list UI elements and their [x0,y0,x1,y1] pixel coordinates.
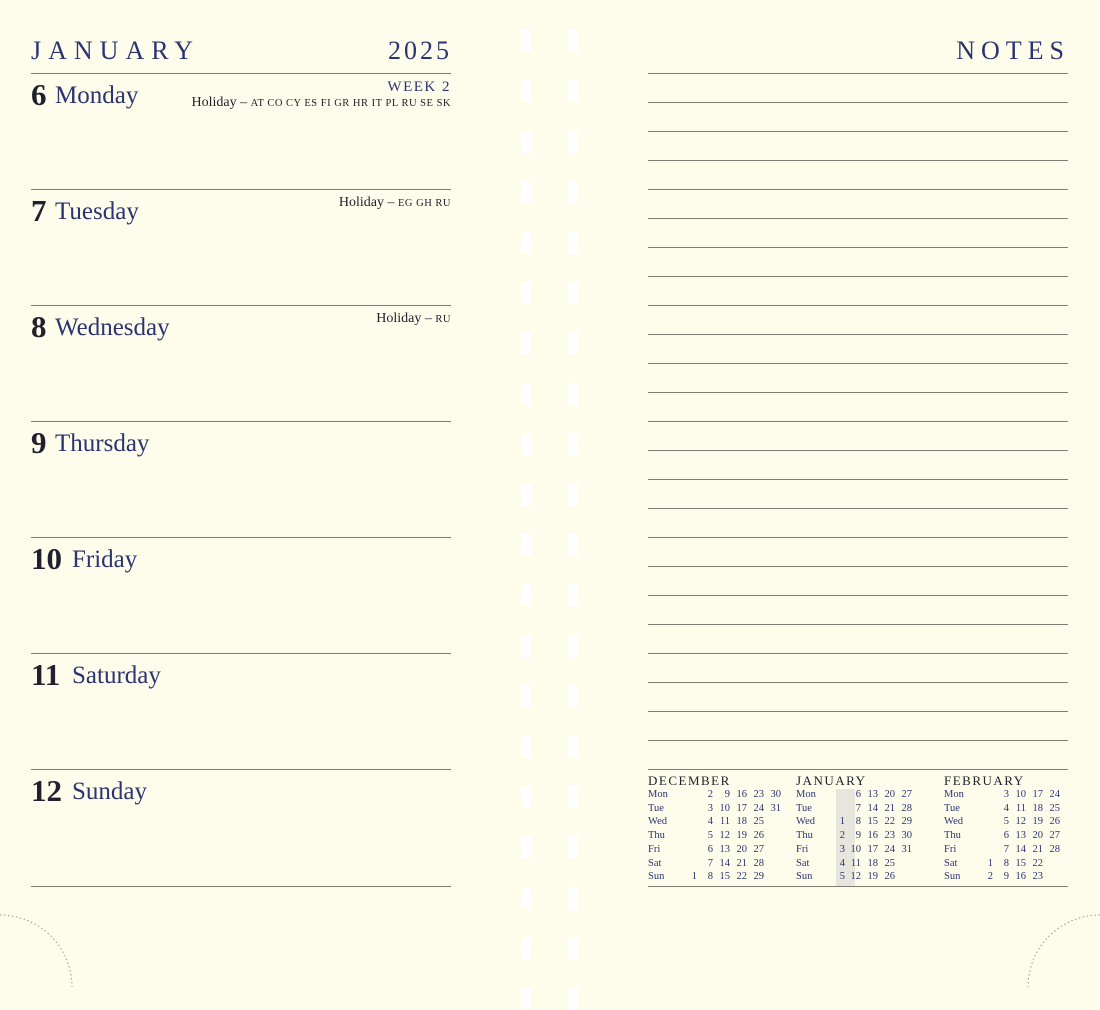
mini-calendar-weekday: Sun [796,871,813,883]
mini-calendar-date: 21 [1032,843,1043,855]
week-label: WEEK 2 [387,79,451,95]
day-number: 8 [31,309,47,344]
perforation-dash [568,232,578,254]
mini-calendar-date: 13 [867,789,878,800]
mini-calendar-date: 7 [1003,843,1009,855]
mini-calendar-date: 28 [753,857,764,869]
mini-calendar-date: 30 [901,830,912,842]
corner-arc-left [0,909,80,989]
mini-calendar-weekday: Thu [648,830,665,842]
note-line[interactable] [648,769,1068,770]
note-line[interactable] [648,595,1068,596]
mini-calendar-weekday: Wed [944,816,963,828]
note-line[interactable] [648,276,1068,277]
day-name: Sunday [72,778,147,805]
day-block-saturday[interactable] [31,653,451,770]
binding-perforation-right [568,0,578,989]
day-block-thursday[interactable] [31,421,451,538]
mini-calendar-date: 23 [884,830,895,842]
day-number: 9 [31,425,47,460]
mini-calendar-date: 20 [884,789,895,800]
day-name: Monday [55,82,139,109]
mini-calendar-date: 18 [736,816,747,828]
perforation-dash [568,332,578,354]
mini-calendar-date: 2 [839,830,845,842]
perforation-dash [568,937,578,959]
mini-calendar-date: 28 [1049,843,1060,855]
perforation-dash [521,685,531,707]
perforation-dash [568,131,578,153]
holiday-note: Holiday – AT CO CY ES FI GR HR IT PL RU SE SK [191,95,451,110]
perforation-dash [521,584,531,606]
day-name: Wednesday [55,314,170,341]
mini-calendar-date: 5 [1003,816,1009,828]
mini-calendar-date: 15 [867,816,878,828]
perforation-dash [568,836,578,858]
mini-calendar-date: 12 [719,830,730,842]
day-block-wednesday[interactable] [31,305,451,422]
mini-calendar-date: 20 [1032,830,1043,842]
note-line[interactable] [648,711,1068,712]
day-number: 11 [31,657,61,692]
holiday-codes: EG GH RU [398,198,451,209]
perforation-dash [521,232,531,254]
mini-calendar-date: 4 [1003,802,1009,814]
mini-calendar-weekday: Mon [944,789,964,800]
day-block-friday[interactable] [31,537,451,654]
holiday-note: Holiday – RU [376,311,451,326]
perforation-dash [568,887,578,909]
mini-calendar-date: 7 [855,802,861,814]
mini-calendar-weekday: Wed [648,816,667,828]
note-line[interactable] [648,653,1068,654]
perforation-dash [521,282,531,304]
note-line[interactable] [648,624,1068,625]
day-name: Tuesday [55,198,139,225]
mini-calendar-weekday: Tue [648,802,664,814]
mini-calendar-date: 6 [855,789,861,800]
year-title: 2025 [388,36,452,65]
mini-calendar-date: 13 [1015,830,1026,842]
holiday-label: Holiday [376,311,422,326]
mini-calendar-date: 8 [707,871,713,883]
perforation-dash [568,282,578,304]
perforation-dash [521,80,531,102]
mini-calendar-date: 27 [901,789,912,800]
mini-calendar-weekday: Fri [796,843,809,855]
mini-calendar-weekday: Fri [944,843,957,855]
day-number: 10 [31,541,62,576]
perforation-dash [568,635,578,657]
mini-calendar-date: 17 [1032,789,1043,800]
mini-calendar-date: 2 [987,871,993,883]
mini-calendar-date: 15 [1015,857,1026,869]
month-title: JANUARY [31,36,200,65]
mini-calendar-date: 4 [707,816,713,828]
perforation-dash [568,484,578,506]
perforation-dash [568,685,578,707]
mini-calendar-date: 5 [707,830,713,842]
perforation-dash [521,635,531,657]
mini-calendar-date: 3 [1003,789,1009,800]
mini-calendar-date: 26 [753,830,764,842]
day-number: 12 [31,773,62,808]
note-line[interactable] [648,73,1068,74]
mini-calendar-date: 16 [867,830,878,842]
mini-calendar-date: 9 [724,789,730,800]
perforation-dash [521,887,531,909]
note-line[interactable] [648,537,1068,538]
note-line[interactable] [648,479,1068,480]
mini-calendar-date: 24 [884,843,895,855]
note-line[interactable] [648,160,1068,161]
note-line[interactable] [648,247,1068,248]
perforation-dash [521,937,531,959]
perforation-dash [521,433,531,455]
mini-calendar-date: 22 [884,816,895,828]
mini-calendar-title: FEBRUARY [944,773,1025,788]
mini-calendar-weekday: Thu [796,830,813,842]
perforation-dash [568,30,578,52]
mini-calendar-weekday: Wed [796,816,815,828]
mini-calendar-date: 15 [719,871,730,883]
mini-calendar-date: 11 [850,857,861,869]
mini-calendar-date: 17 [867,843,878,855]
mini-calendar-date: 19 [867,871,878,883]
note-line[interactable] [648,189,1068,190]
mini-calendar-date: 25 [1049,802,1060,814]
mini-calendar-date: 1 [987,857,993,869]
mini-calendar-date: 8 [855,816,861,828]
mini-calendar-date: 24 [1049,789,1060,800]
note-line[interactable] [648,682,1068,683]
mini-calendar-date: 7 [707,857,713,869]
mini-calendar-date: 23 [1032,871,1043,883]
mini-calendar-date: 14 [1015,843,1026,855]
corner-arc-right [1020,909,1100,989]
mini-calendar-date: 18 [867,857,878,869]
note-line[interactable] [648,421,1068,422]
mini-calendar-date: 19 [736,830,747,842]
perforation-dash [568,988,578,1010]
mini-calendar-date: 17 [736,802,747,814]
mini-calendar-date: 22 [736,871,747,883]
mini-calendar-weekday: Mon [796,789,816,800]
mini-calendar-weekday: Sat [648,857,662,869]
day-block-sunday[interactable] [31,769,451,887]
notes-title: NOTES [956,36,1070,65]
perforation-dash [521,786,531,808]
binding-perforation-left [521,0,531,989]
perforation-dash [521,836,531,858]
perforation-dash [521,534,531,556]
mini-calendar-date: 11 [1015,802,1026,814]
mini-calendar-date: 30 [770,789,781,800]
mini-calendar-date: 3 [707,802,713,814]
mini-calendar-date: 10 [719,802,730,814]
calendar-bottom-rule [648,886,1068,887]
holiday-label: Holiday [338,195,384,210]
mini-calendar-date: 16 [736,789,747,800]
mini-calendar-date: 22 [1032,857,1043,869]
mini-calendar-date: 18 [1032,802,1043,814]
mini-calendar-date: 24 [753,802,764,814]
perforation-dash [568,80,578,102]
mini-calendar-date: 6 [707,843,713,855]
mini-calendar-date: 29 [901,816,912,828]
note-line[interactable] [648,305,1068,306]
note-line[interactable] [648,450,1068,451]
mini-calendar-date: 12 [1015,816,1026,828]
mini-calendar-date: 27 [1049,830,1060,842]
mini-calendar-weekday: Sat [796,857,810,869]
perforation-dash [568,584,578,606]
day-number: 7 [31,193,47,228]
holiday-label: Holiday [191,95,237,110]
note-line[interactable] [648,334,1068,335]
mini-calendar-date: 9 [855,830,861,842]
note-line[interactable] [648,131,1068,132]
perforation-dash [521,484,531,506]
holiday-codes: RU [435,314,451,325]
perforation-dash [521,30,531,52]
mini-calendar-weekday: Tue [944,802,960,814]
mini-calendar-date: 19 [1032,816,1043,828]
mini-calendar-date: 6 [1003,830,1009,842]
note-line[interactable] [648,566,1068,567]
perforation-dash [568,433,578,455]
mini-calendar-date: 1 [691,871,697,883]
note-line[interactable] [648,508,1068,509]
mini-calendar-date: 26 [1049,816,1060,828]
mini-calendar-date: 31 [770,802,781,814]
perforation-dash [521,988,531,1010]
perforation-dash [521,131,531,153]
mini-calendar-date: 20 [736,843,747,855]
perforation-dash [521,181,531,203]
mini-calendar-weekday: Sun [648,871,665,883]
mini-calendar-date: 2 [707,789,713,800]
perforation-dash [568,534,578,556]
day-block-monday[interactable] [31,73,451,190]
day-name: Thursday [55,430,150,457]
mini-calendar-date: 9 [1003,871,1009,883]
mini-calendar-title: JANUARY [796,773,867,788]
day-name: Friday [72,546,138,573]
perforation-dash [568,736,578,758]
mini-calendar-date: 10 [1015,789,1026,800]
mini-calendar-date: 12 [850,871,861,883]
mini-calendar-weekday: Thu [944,830,961,842]
mini-calendar-date: 16 [1015,871,1026,883]
perforation-dash [568,786,578,808]
day-number: 6 [31,77,47,112]
day-block-tuesday[interactable] [31,189,451,306]
mini-calendar-weekday: Sun [944,871,961,883]
mini-calendar-weekday: Tue [796,802,812,814]
mini-calendar-date: 29 [753,871,764,883]
mini-calendar-weekday: Fri [648,843,661,855]
perforation-dash [568,383,578,405]
mini-calendar-date: 21 [736,857,747,869]
mini-calendar-date: 1 [839,816,845,828]
mini-calendar-date: 21 [884,802,895,814]
holiday-note: Holiday – EG GH RU [338,195,451,210]
mini-calendar-date: 14 [719,857,730,869]
mini-calendar-date: 8 [1003,857,1009,869]
note-line[interactable] [648,740,1068,741]
note-line[interactable] [648,102,1068,103]
perforation-dash [521,332,531,354]
perforation-dash [521,383,531,405]
note-line[interactable] [648,392,1068,393]
day-name: Saturday [72,662,161,689]
note-line[interactable] [648,363,1068,364]
holiday-codes: AT CO CY ES FI GR HR IT PL RU SE SK [250,98,451,109]
mini-calendar-date: 28 [901,802,912,814]
mini-calendar-date: 3 [839,843,845,855]
mini-calendar-weekday: Sat [944,857,958,869]
mini-calendar-date: 5 [839,871,845,883]
mini-calendar-weekday: Mon [648,789,668,800]
mini-calendar-title: DECEMBER [648,773,731,788]
mini-calendar-date: 14 [867,802,878,814]
mini-calendar-date: 25 [753,816,764,828]
mini-calendar-date: 11 [719,816,730,828]
mini-calendar-date: 13 [719,843,730,855]
perforation-dash [568,181,578,203]
mini-calendar-date: 26 [884,871,895,883]
mini-calendar-date: 31 [901,843,912,855]
mini-calendar-date: 25 [884,857,895,869]
perforation-dash [521,736,531,758]
mini-calendar-date: 4 [839,857,845,869]
mini-calendar-date: 10 [850,843,861,855]
note-line[interactable] [648,218,1068,219]
mini-calendar-date: 23 [753,789,764,800]
mini-calendar-date: 27 [753,843,764,855]
